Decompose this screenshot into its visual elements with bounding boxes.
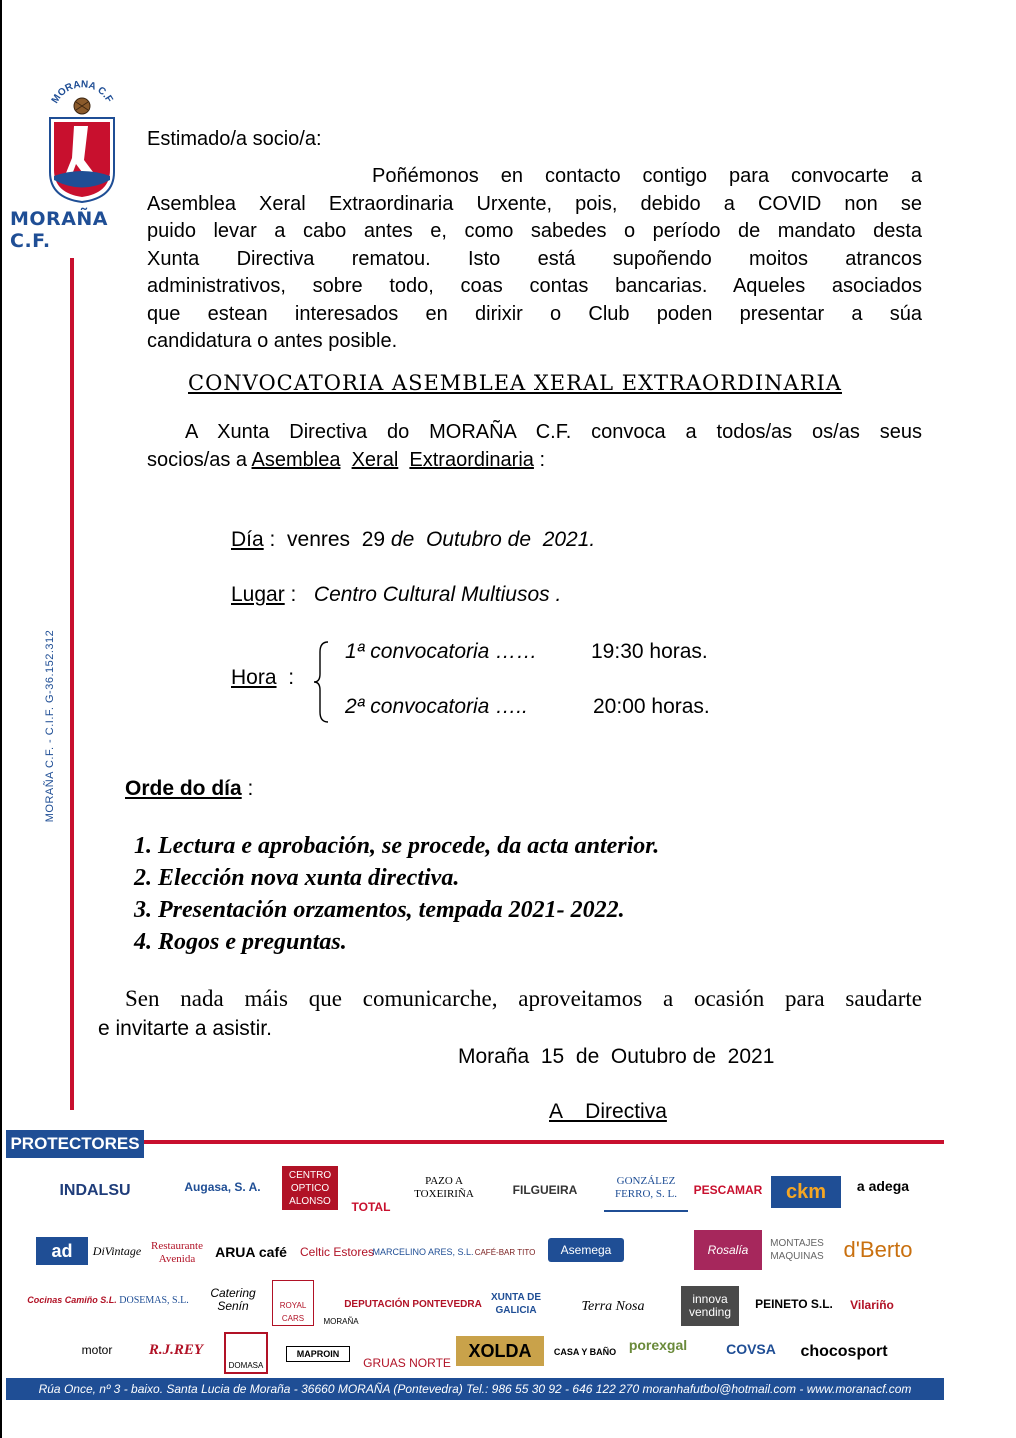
sponsor-logo: MONTAJES MAQUINAS [770, 1238, 824, 1262]
closing-line: e invitarte a asistir. [98, 1017, 272, 1040]
sponsor-logo: MAPROIN [286, 1346, 350, 1362]
agenda-title [125, 777, 253, 801]
intro-line: Asemblea Xeral Extraordinaria Urxente, pois, debido a COVID non se [147, 192, 922, 215]
sponsor-logo: CAFÉ-BAR TITO [474, 1247, 536, 1257]
sponsor-logo: chocosport [800, 1342, 888, 1360]
intro-paragraph [147, 163, 922, 356]
sponsor-logo: Asemega [548, 1238, 624, 1262]
intro-line: Xunta Directiva rematou. Isto está supoñendo moitos atrancos [147, 247, 922, 270]
sponsor-logo: Terra Nosa [581, 1298, 645, 1314]
schedule-time-label [231, 666, 294, 690]
place-sep: : [284, 583, 297, 606]
agenda-item: 2. Elección nova xunta directiva. [158, 862, 659, 894]
intro-line: candidatura o antes posible. [147, 330, 398, 352]
day-date: de Outubro de 2021. [390, 528, 596, 551]
schedule-day [231, 528, 595, 552]
sponsor-logo: PESCAMAR [693, 1182, 763, 1197]
convocation-line: A Xunta Directiva do MORAÑA C.F. convoca a todos/as os/as seus [185, 421, 922, 443]
sponsor-logo: DOMASA [224, 1332, 268, 1374]
sponsor-logo: innova vending [681, 1286, 739, 1326]
convocation-underlined: Asemblea [251, 448, 341, 471]
page-left-border [0, 0, 2, 1438]
sponsor-logo: XOLDA [456, 1336, 544, 1366]
sponsor-logo: PEINETO S.L. [755, 1296, 833, 1311]
closing-line: Sen nada máis que comunicarche, aproveitamos a ocasión para saudarte [125, 986, 922, 1011]
sponsor-logo: DOSEMAS, S.L. [119, 1294, 189, 1306]
place-date: Moraña 15 de Outubro de 2021 [458, 1045, 775, 1068]
sponsor-logo: DiVintage [92, 1243, 142, 1258]
intro-line: que estean interesados en dirixir o Club poden presentar a súa [147, 302, 922, 325]
club-name: MORAÑA C.F. [10, 208, 108, 252]
svg-text:MORAÑA C.F: MORAÑA C.F [49, 80, 115, 106]
section-heading: CONVOCATORIA ASEMBLEA XERAL EXTRAORDINARIA [188, 371, 842, 395]
sponsor-logo: CENTRO OPTICO ALONSO [282, 1166, 338, 1210]
sponsor-logo: GONZÁLEZ FERRO, S. L. [604, 1166, 688, 1212]
first-call [345, 640, 537, 664]
intro-line: puido levar a cabo antes e, como sabedes o período de mandato desta [147, 220, 922, 242]
sponsor-logo: DEPUTACIÓN PONTEVEDRA [344, 1298, 482, 1310]
place-value: Centro Cultural Multiusos . [313, 583, 562, 606]
agenda-item: 3. Presentación orzamentos, tempada 2021- 2022. [158, 894, 659, 926]
agenda-item: 4. Rogos e preguntas. [158, 926, 659, 958]
brace-icon [312, 640, 332, 729]
sponsor-logo: TOTAL [351, 1200, 391, 1214]
sponsor-logo: ad [36, 1237, 88, 1265]
signature: A Directiva [549, 1100, 667, 1123]
convocation-paragraph [147, 419, 922, 474]
first-call-label: 1ª convocatoria …… [345, 640, 538, 663]
second-call [345, 695, 528, 719]
intro-line: administrativos, sobre todo, coas contas bancarias. Aqueles asociados [147, 275, 922, 297]
sponsor-logo: MARCELINO ARES, S.L. [372, 1246, 474, 1257]
convocation-text: socios/as a [147, 448, 252, 471]
sponsor-logo: ckm [771, 1176, 841, 1208]
agenda-label: Orde do día [125, 777, 242, 800]
agenda-sep: : [241, 777, 254, 800]
sponsor-logo: Vilariño [850, 1297, 894, 1312]
agenda-list [128, 830, 659, 958]
sponsor-logo: porexgal [628, 1336, 688, 1353]
place-label: Lugar [231, 583, 285, 606]
sponsor-logo: XUNTA DE GALICIA [491, 1292, 541, 1316]
sponsor-logo: Celtic Estores [299, 1244, 375, 1259]
sponsor-logo: Cocinas Camiño S.L. [27, 1294, 117, 1305]
sponsor-logo: COVSA [726, 1340, 776, 1357]
time-label: Hora [231, 666, 277, 689]
convocation-text: : [533, 448, 546, 471]
sponsor-logo: Restaurante Avenida [151, 1240, 203, 1265]
day-value: : venres 29 [263, 528, 391, 551]
greeting: Estimado/a socio/a: [147, 128, 322, 150]
convocation-underlined: Xeral [351, 448, 399, 471]
time-sep: : [288, 666, 295, 689]
red-divider-line [70, 258, 74, 1110]
sponsor-logo: Rosalía [694, 1230, 762, 1270]
sponsor-logo: PAZO A TOXEIRIÑA [414, 1175, 474, 1200]
sponsor-logo: ROYAL CARS [272, 1280, 314, 1326]
sponsor-logo: Augasa, S. A. [184, 1179, 261, 1194]
sponsor-logo: d'Berto [843, 1236, 913, 1262]
schedule-place [231, 583, 561, 607]
protectors-title: PROTECTORES [6, 1130, 144, 1158]
sponsor-logo: a adega [856, 1177, 910, 1194]
footer-contact: Rúa Once, nº 3 - baixo. Santa Lucia de Moraña - 36660 MORAÑA (Pontevedra) Tel.: 986 55 30 92 - 646 122 270 moranhafutbol@hotmail.com - www.moranacf.com [6, 1378, 944, 1400]
first-call-time: 19:30 horas. [591, 640, 708, 663]
sponsor-logo: motor [81, 1342, 113, 1357]
protectors-divider [144, 1140, 944, 1144]
convocation-line [147, 447, 922, 475]
sponsor-logo: CASA Y BAÑO [553, 1346, 617, 1357]
convocation-underlined: Extraordinaria [409, 448, 534, 471]
sponsor-logo: ARUA café [215, 1243, 287, 1260]
club-cif: MORAÑA C.F. - C.I.F. G-36.152.312 [44, 629, 56, 823]
agenda-item: 1. Lectura e aprobación, se procede, da acta anterior. [158, 830, 659, 862]
intro-line: Poñémonos en contacto contigo para convocarte a [372, 165, 922, 187]
second-call-label: 2ª convocatoria ….. [345, 695, 528, 718]
sponsor-logo: GRUAS NORTE [363, 1356, 451, 1370]
sponsor-logo: R.J.REY [148, 1341, 204, 1358]
day-label: Día [231, 528, 264, 551]
sponsor-logo: MORAÑA [323, 1317, 359, 1326]
sponsor-logo: Catering Senín [210, 1286, 256, 1313]
sponsor-logo: FILGUEIRA [512, 1182, 578, 1197]
second-call-time: 20:00 horas. [593, 695, 710, 718]
sponsor-logo: INDALSU [59, 1181, 131, 1199]
